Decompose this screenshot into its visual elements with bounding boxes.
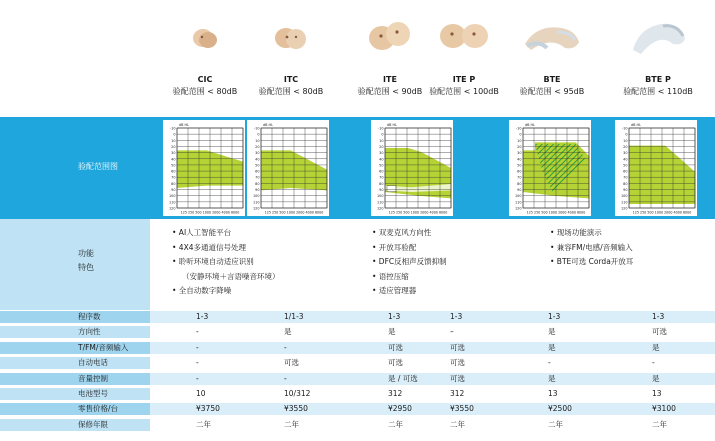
db-tick-label: 110 (169, 200, 176, 205)
db-unit-label: dB HL (263, 123, 273, 127)
spec-value: 是 (388, 327, 396, 337)
spec-label: 音量控制 (78, 373, 108, 383)
db-tick-label: 110 (621, 200, 628, 205)
spec-value: - (652, 358, 655, 368)
product-name: BTE (543, 75, 561, 84)
spec-value: 1/1-3 (284, 312, 304, 321)
spec-value: 是 (284, 327, 292, 337)
spec-row (0, 342, 715, 354)
feature-item: （安静环境＋言语噪音环境） (182, 271, 280, 281)
audiogram-itc (247, 120, 329, 216)
fitting-range-band (0, 117, 715, 219)
db-tick-label: 70 (171, 175, 176, 180)
product-range: 验配范围 < 95dB (519, 87, 585, 96)
db-tick-label: 100 (253, 194, 260, 199)
db-tick-label: 40 (171, 157, 176, 162)
audiogram-ite (371, 120, 453, 216)
spec-label: 保修年限 (78, 419, 108, 429)
product-range: 验配范围 < 90dB (357, 87, 423, 96)
spec-value: 二年 (388, 419, 403, 429)
spec-value: - (548, 358, 551, 368)
spec-label-bg (0, 419, 150, 431)
spec-value: ¥3100 (652, 404, 676, 414)
freq-tick-labels: 125 250 500 1000 2000 4000 8000 (526, 210, 586, 215)
db-tick-label: 60 (171, 169, 176, 174)
db-tick-label: 10 (517, 138, 522, 143)
freq-tick-labels: 125 250 500 1000 2000 4000 8000 (180, 210, 240, 215)
db-tick-label: -10 (621, 126, 628, 131)
db-tick-label: 30 (171, 151, 176, 156)
db-tick-label: 90 (623, 188, 628, 193)
spec-row (0, 357, 715, 369)
bte-p-hearing-aid-icon (616, 10, 700, 70)
product-name: ITE (383, 75, 397, 84)
db-tick-label: 40 (517, 157, 522, 162)
spec-value: ¥2950 (388, 404, 412, 414)
db-tick-label: -10 (515, 126, 522, 131)
audiogram-bte (509, 120, 591, 216)
spec-label-bg (0, 326, 150, 338)
db-tick-label: 40 (379, 157, 384, 162)
spec-value: 是 (548, 342, 556, 352)
spec-value: 是 (652, 342, 660, 352)
db-tick-label: 120 (621, 206, 628, 211)
db-tick-label: 90 (379, 188, 384, 193)
freq-tick-labels: 125 250 500 1000 2000 4000 8000 (388, 210, 448, 215)
spec-value: – (450, 327, 454, 337)
db-tick-label: 0 (625, 132, 628, 137)
product-ite-p (428, 10, 500, 98)
spec-row (0, 326, 715, 338)
spec-value: 10/312 (284, 389, 311, 398)
spec-value: 1-3 (548, 312, 561, 321)
db-tick-label: 70 (517, 175, 522, 180)
spec-value: ¥3550 (450, 404, 474, 414)
spec-value: ¥3550 (284, 404, 308, 414)
fitting-range-label: 验配范围图 (78, 162, 118, 171)
db-tick-label: 50 (171, 163, 176, 168)
db-tick-label: 60 (623, 169, 628, 174)
spec-value: 是 / 可选 (388, 373, 418, 383)
db-tick-label: 70 (623, 175, 628, 180)
spec-value: 二年 (652, 419, 667, 429)
db-tick-label: 90 (171, 188, 176, 193)
product-ite (354, 10, 426, 98)
spec-value: - (196, 327, 199, 337)
spec-row (0, 419, 715, 431)
db-tick-label: 10 (623, 138, 628, 143)
spec-value: 可选 (450, 358, 465, 368)
db-tick-label: 50 (379, 163, 384, 168)
feature-item: • 开放耳验配 (372, 242, 417, 252)
feature-item: • 双麦克风方向性 (372, 228, 432, 237)
db-tick-label: 80 (517, 181, 522, 186)
db-tick-label: 100 (377, 194, 384, 199)
db-unit-label: dB HL (179, 123, 189, 127)
db-tick-label: 0 (257, 132, 260, 137)
feature-item: • 兼容FM/电感/音频输入 (550, 242, 633, 252)
db-tick-label: 70 (255, 175, 260, 180)
db-tick-label: 110 (515, 200, 522, 205)
feature-item: • 现场功能演示 (550, 228, 602, 237)
db-tick-label: 120 (253, 206, 260, 211)
spec-label: 程序数 (78, 312, 101, 321)
db-tick-label: 80 (255, 181, 260, 186)
cic-hearing-aid-icon (170, 10, 240, 70)
db-tick-label: 60 (379, 169, 384, 174)
spec-value: 可选 (284, 358, 299, 368)
features-list-1 (172, 226, 280, 299)
db-tick-label: 20 (255, 144, 260, 149)
spec-value: 13 (652, 389, 662, 398)
spec-value: - (284, 342, 287, 352)
spec-value: 可选 (388, 358, 403, 368)
db-unit-label: dB HL (631, 123, 641, 127)
db-tick-label: 100 (169, 194, 176, 199)
product-bte (514, 10, 590, 98)
product-name: CIC (197, 75, 213, 84)
db-tick-label: 50 (517, 163, 522, 168)
product-range: 验配范围 < 100dB (429, 87, 499, 96)
db-tick-label: 120 (169, 206, 176, 211)
spec-value: 10 (196, 389, 206, 398)
spec-label-bg (0, 403, 150, 415)
db-tick-label: 80 (379, 181, 384, 186)
db-tick-label: 30 (255, 151, 260, 156)
product-cic (170, 10, 240, 98)
db-tick-label: 20 (517, 144, 522, 149)
ite-hearing-aid-icon (354, 10, 426, 70)
db-tick-label: 40 (623, 157, 628, 162)
spec-value: - (196, 358, 199, 368)
features-list-2 (372, 226, 447, 299)
db-tick-label: 10 (379, 138, 384, 143)
spec-row (0, 403, 715, 415)
db-tick-label: -10 (169, 126, 176, 131)
db-tick-label: 10 (255, 138, 260, 143)
spec-label-bg (0, 357, 150, 369)
spec-row (0, 311, 715, 323)
features-label-cell (0, 219, 150, 310)
product-range: 验配范围 < 110dB (623, 87, 693, 96)
db-tick-label: 80 (171, 181, 176, 186)
spec-value: ¥2500 (548, 404, 572, 414)
spec-value: 可选 (388, 342, 403, 352)
db-tick-label: -10 (253, 126, 260, 131)
spec-label: 电池型号 (78, 389, 108, 398)
spec-value: 可选 (652, 327, 667, 337)
feature-item: • AI人工智能平台 (172, 228, 232, 237)
db-tick-label: 70 (379, 175, 384, 180)
db-tick-label: 0 (381, 132, 384, 137)
spec-value: 1-3 (388, 312, 401, 321)
spec-value: - (284, 373, 287, 383)
db-unit-label: dB HL (525, 123, 535, 127)
features-list-3 (550, 226, 633, 270)
spec-value: 二年 (284, 419, 299, 429)
db-tick-label: 30 (517, 151, 522, 156)
features-title: 功能 特色 (78, 249, 94, 272)
ite-p-hearing-aid-icon (428, 10, 500, 70)
spec-value: 312 (450, 389, 465, 398)
db-tick-label: 120 (515, 206, 522, 211)
feature-item: • DFC反相声反馈抑制 (372, 257, 447, 266)
db-tick-label: 90 (517, 188, 522, 193)
spec-value: 二年 (450, 419, 465, 429)
product-name: ITC (283, 75, 299, 84)
spec-row (0, 388, 715, 400)
db-tick-label: 110 (253, 200, 260, 205)
spec-value: 是 (548, 373, 556, 383)
spec-row (0, 373, 715, 385)
spec-value: - (196, 373, 199, 383)
db-tick-label: 100 (621, 194, 628, 199)
product-name: BTE P (645, 75, 671, 84)
db-tick-label: 0 (173, 132, 176, 137)
spec-value: 二年 (548, 419, 563, 429)
spec-label-bg (0, 311, 150, 323)
spec-value: 1-3 (196, 312, 209, 321)
audiogram-cic (163, 120, 245, 216)
legend-box (387, 186, 396, 192)
product-bte-p (616, 10, 700, 98)
feature-item: • 聆听环境自动适应识别 (172, 257, 254, 266)
spec-label-bg (0, 388, 150, 400)
db-tick-label: 60 (517, 169, 522, 174)
bte-hearing-aid-icon (514, 10, 590, 70)
feature-item: • BTE可选 Corda开放耳 (550, 257, 634, 266)
feature-item: • 适应管理器 (372, 286, 417, 295)
spec-value: 二年 (196, 419, 211, 429)
product-range: 验配范围 < 80dB (172, 87, 238, 96)
db-tick-label: 30 (623, 151, 628, 156)
freq-tick-labels: 125 250 500 1000 2000 4000 8000 (264, 210, 324, 215)
feature-item: • 语控压缩 (372, 271, 409, 281)
spec-value: 1-3 (450, 312, 463, 321)
db-tick-label: -10 (377, 126, 384, 131)
spec-label: T/FM/音频输入 (78, 342, 129, 352)
feature-item: • 全自动数字降噪 (172, 286, 232, 295)
db-unit-label: dB HL (387, 123, 397, 127)
spec-value: 是 (652, 373, 660, 383)
spec-value: 312 (388, 389, 403, 398)
spec-value: - (196, 342, 199, 352)
spec-value: 是 (548, 327, 556, 337)
spec-value: 可选 (450, 342, 465, 352)
db-tick-label: 110 (377, 200, 384, 205)
db-tick-label: 20 (379, 144, 384, 149)
spec-value: ¥3750 (196, 404, 220, 414)
spec-value: 13 (548, 389, 558, 398)
itc-hearing-aid-icon (256, 10, 326, 70)
db-tick-label: 20 (623, 144, 628, 149)
db-tick-label: 40 (255, 157, 260, 162)
db-tick-label: 50 (255, 163, 260, 168)
db-tick-label: 50 (623, 163, 628, 168)
db-tick-label: 30 (379, 151, 384, 156)
db-tick-label: 10 (171, 138, 176, 143)
spec-label: 方向性 (78, 327, 101, 337)
product-itc (256, 10, 326, 98)
db-tick-label: 60 (255, 169, 260, 174)
freq-tick-labels: 125 250 500 1000 2000 4000 8000 (632, 210, 692, 215)
feature-item: • 4X4多通道信号处理 (172, 242, 246, 252)
spec-label: 零售价格/台 (78, 404, 119, 414)
spec-value: 1-3 (652, 312, 665, 321)
db-tick-label: 80 (623, 181, 628, 186)
product-name: ITE P (452, 75, 476, 84)
db-tick-label: 100 (515, 194, 522, 199)
db-tick-label: 0 (519, 132, 522, 137)
audiogram-bte-p (615, 120, 697, 216)
db-tick-label: 120 (377, 206, 384, 211)
spec-value: 可选 (450, 373, 465, 383)
db-tick-label: 20 (171, 144, 176, 149)
spec-label-bg (0, 373, 150, 385)
product-range: 验配范围 < 80dB (258, 87, 324, 96)
spec-label: 自动电话 (78, 358, 108, 368)
db-tick-label: 90 (255, 188, 260, 193)
